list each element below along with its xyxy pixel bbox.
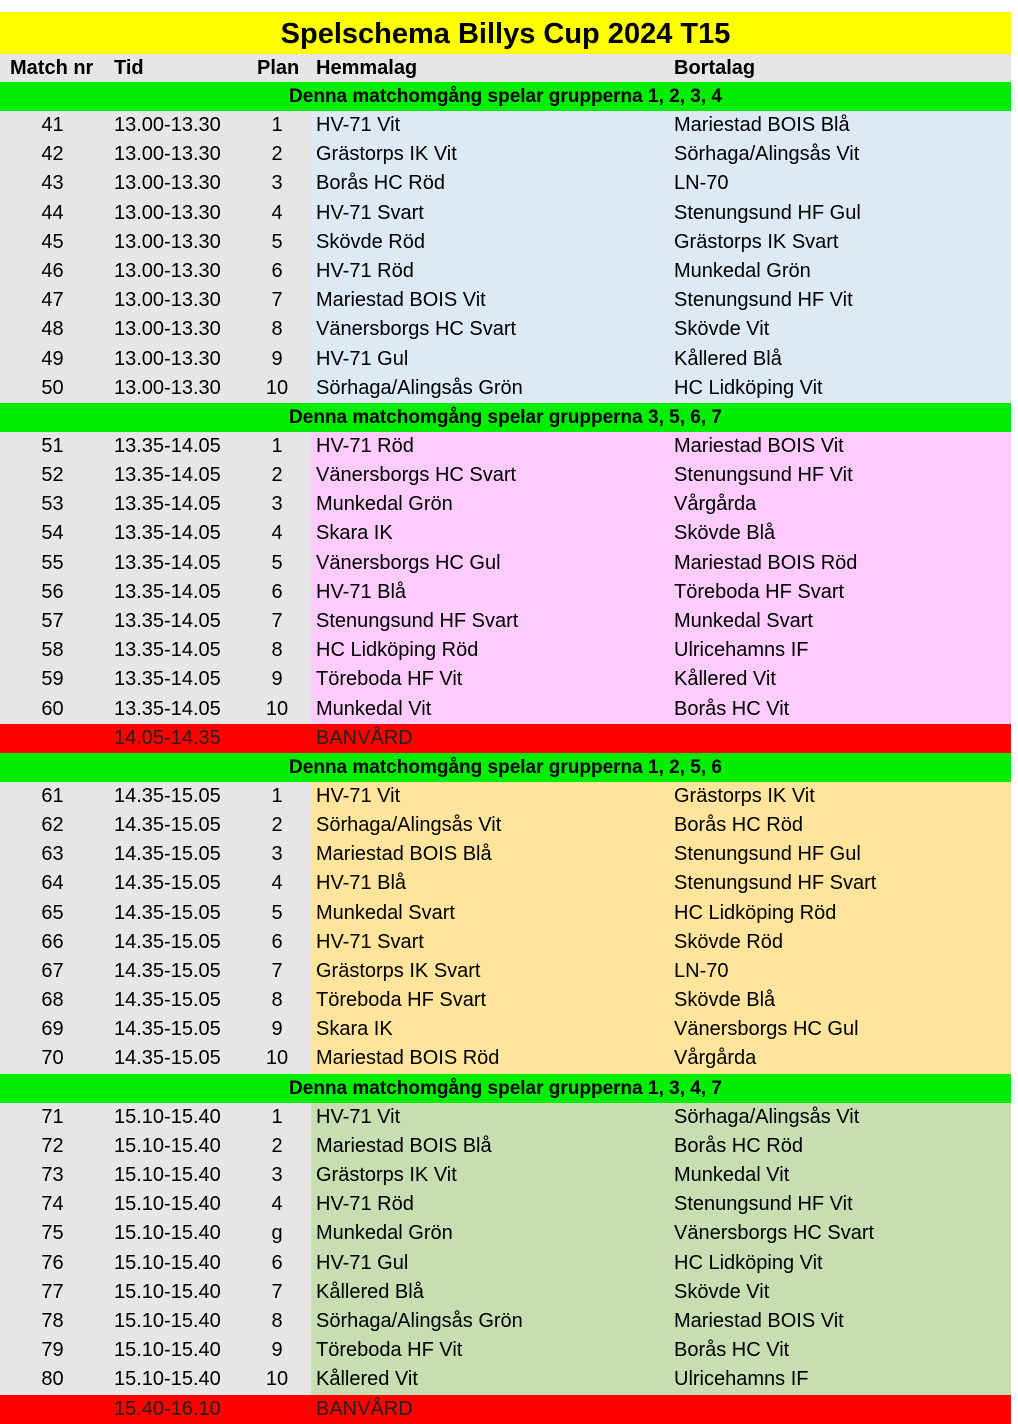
- plan-cell: 4: [271, 522, 283, 545]
- away-team-cell: Vårgårda: [674, 493, 757, 516]
- match-nr-cell: 52: [41, 464, 64, 487]
- home-team-cell: HC Lidköping Röd: [316, 639, 479, 662]
- home-team-cell: HV-71 Röd: [316, 259, 414, 282]
- away-team-cell: Borås HC Vit: [674, 697, 790, 720]
- plan-cell: 7: [271, 959, 283, 982]
- home-team-cell: Töreboda HF Vit: [316, 668, 463, 691]
- plan-cell: 7: [271, 610, 283, 632]
- page-title: Spelschema Billys Cup 2024 T15: [0, 12, 1011, 54]
- match-nr-cell: 78: [41, 1309, 64, 1332]
- away-team-cell: Grästorps IK Svart: [674, 230, 839, 253]
- home-team-cell: Vänersborgs HC Gul: [316, 551, 501, 574]
- home-team-cell: Mariestad BOIS Blå: [316, 1134, 492, 1157]
- plan-cell: 9: [271, 347, 283, 370]
- home-team-cell: Kållered Blå: [316, 1280, 424, 1303]
- match-nr-cell: 51: [41, 434, 64, 457]
- away-team-cell: Borås HC Röd: [674, 813, 803, 836]
- maintenance-label: BANVÅRD: [316, 726, 413, 749]
- table-row: [0, 1219, 1011, 1248]
- home-team-cell: Sörhaga/Alingsås Grön: [316, 1309, 523, 1332]
- away-team-cell: Skövde Röd: [674, 930, 783, 953]
- match-nr-cell: 41: [41, 114, 64, 136]
- match-nr-cell: 53: [41, 493, 64, 516]
- match-nr-cell: 71: [41, 1105, 64, 1128]
- table-row: [0, 1365, 1011, 1394]
- time-cell: 13.00-13.30: [114, 172, 221, 195]
- plan-cell: 10: [265, 697, 289, 720]
- table-row: [0, 1307, 1011, 1336]
- header-match-nr: Match nr: [10, 57, 94, 79]
- away-team-cell: Stenungsund HF Gul: [674, 843, 861, 866]
- away-team-cell: HC Lidköping Vit: [674, 376, 823, 399]
- table-row: [0, 928, 1011, 957]
- away-team-cell: Stenungsund HF Svart: [674, 872, 877, 895]
- time-cell: 15.10-15.40: [114, 1251, 221, 1274]
- plan-cell: 6: [271, 930, 283, 953]
- table-row: [0, 169, 1011, 198]
- home-team-cell: Grästorps IK Svart: [316, 959, 481, 982]
- match-nr-cell: 60: [41, 697, 64, 720]
- time-cell: 13.35-14.05: [114, 668, 221, 691]
- table-row: [0, 665, 1011, 694]
- home-team-cell: HV-71 Röd: [316, 1193, 414, 1216]
- time-cell: 13.35-14.05: [114, 639, 221, 662]
- time-cell: 14.35-15.05: [114, 872, 221, 895]
- plan-cell: 7: [271, 1280, 283, 1303]
- match-nr-cell: 70: [41, 1047, 64, 1070]
- time-cell: 15.10-15.40: [114, 1134, 221, 1157]
- plan-cell: 2: [271, 1134, 283, 1157]
- table-row: [0, 140, 1011, 169]
- time-cell: 15.10-15.40: [114, 1339, 221, 1362]
- match-nr-cell: 43: [41, 172, 64, 195]
- time-cell: 15.10-15.40: [114, 1280, 221, 1303]
- time-cell: 13.00-13.30: [114, 114, 221, 136]
- match-nr-cell: 42: [41, 143, 64, 166]
- away-team-cell: Munkedal Vit: [674, 1164, 790, 1186]
- time-cell: 13.00-13.30: [114, 259, 221, 282]
- match-nr-cell: 72: [41, 1134, 64, 1157]
- time-cell: 15.10-15.40: [114, 1193, 221, 1216]
- away-team-cell: Vänersborgs HC Gul: [674, 1018, 859, 1041]
- match-nr-cell: 77: [41, 1280, 64, 1303]
- table-header: [0, 54, 1011, 82]
- match-nr-cell: 49: [41, 347, 64, 370]
- time-cell: 15.10-15.40: [114, 1105, 221, 1128]
- plan-cell: 1: [271, 114, 283, 136]
- table-row: [0, 490, 1011, 519]
- plan-cell: 8: [271, 1309, 283, 1332]
- group-heading: Denna matchomgång spelar grupperna 3, 5, 6, 7: [0, 403, 1011, 432]
- plan-cell: 2: [271, 464, 283, 487]
- home-team-cell: Grästorps IK Vit: [316, 143, 457, 166]
- maintenance-label: BANVÅRD: [316, 1397, 413, 1420]
- plan-cell: 8: [271, 318, 283, 341]
- plan-cell: 6: [271, 580, 283, 603]
- away-team-cell: Töreboda HF Svart: [674, 580, 845, 603]
- away-team-cell: Vårgårda: [674, 1047, 757, 1070]
- time-cell: 15.10-15.40: [114, 1368, 221, 1391]
- header-bortalag: Bortalag: [674, 57, 756, 79]
- maintenance-time: 15.40-16.10: [114, 1397, 221, 1420]
- match-nr-cell: 48: [41, 318, 64, 341]
- away-team-cell: Mariestad BOIS Blå: [674, 114, 850, 136]
- home-team-cell: Skara IK: [316, 522, 393, 545]
- time-cell: 13.00-13.30: [114, 201, 221, 224]
- home-team-cell: HV-71 Röd: [316, 434, 414, 457]
- match-nr-cell: 59: [41, 668, 64, 691]
- table-row: [0, 111, 1011, 140]
- time-cell: 13.35-14.05: [114, 697, 221, 720]
- home-team-cell: Munkedal Grön: [316, 493, 453, 516]
- away-team-cell: Ulricehamns IF: [674, 639, 809, 662]
- match-nr-cell: 61: [41, 784, 64, 807]
- away-team-cell: Borås HC Röd: [674, 1134, 803, 1157]
- time-cell: 14.35-15.05: [114, 813, 221, 836]
- table-row: [0, 1336, 1011, 1365]
- home-team-cell: Sörhaga/Alingsås Grön: [316, 376, 523, 399]
- match-nr-cell: 45: [41, 230, 64, 253]
- away-team-cell: Mariestad BOIS Vit: [674, 434, 844, 457]
- plan-cell: 5: [271, 551, 283, 574]
- home-team-cell: HV-71 Svart: [316, 930, 424, 953]
- away-team-cell: Mariestad BOIS Vit: [674, 1309, 844, 1332]
- table-row: [0, 1190, 1011, 1219]
- plan-cell: 1: [271, 1105, 283, 1128]
- away-team-cell: Stenungsund HF Gul: [674, 201, 861, 224]
- match-block: [0, 782, 1011, 1074]
- home-team-cell: Mariestad BOIS Blå: [316, 843, 492, 866]
- match-nr-cell: 54: [41, 522, 64, 545]
- plan-cell: 10: [265, 1368, 289, 1391]
- home-team-cell: Skara IK: [316, 1018, 393, 1041]
- home-team-cell: Munkedal Vit: [316, 697, 432, 720]
- plan-cell: 4: [271, 201, 283, 224]
- match-nr-cell: 65: [41, 901, 64, 924]
- match-nr-cell: 57: [41, 610, 64, 632]
- match-nr-cell: 44: [41, 201, 64, 224]
- header-plan: Plan: [257, 57, 300, 79]
- home-team-cell: HV-71 Svart: [316, 201, 424, 224]
- time-cell: 15.10-15.40: [114, 1222, 221, 1245]
- time-cell: 14.35-15.05: [114, 930, 221, 953]
- home-team-cell: Munkedal Grön: [316, 1222, 453, 1245]
- table-row: [0, 374, 1011, 403]
- table-row: [0, 315, 1011, 344]
- away-team-cell: Skövde Vit: [674, 1280, 770, 1303]
- away-team-cell: Munkedal Svart: [674, 610, 813, 632]
- plan-cell: 1: [271, 784, 283, 807]
- maintenance-time: 14.05-14.35: [114, 726, 221, 749]
- home-team-cell: Grästorps IK Vit: [316, 1164, 457, 1186]
- table-row: [0, 811, 1011, 840]
- time-cell: 14.35-15.05: [114, 1047, 221, 1070]
- table-row: [0, 578, 1011, 607]
- away-team-cell: Sörhaga/Alingsås Vit: [674, 1105, 860, 1128]
- plan-cell: 7: [271, 289, 283, 312]
- away-team-cell: HC Lidköping Vit: [674, 1251, 823, 1274]
- table-row: [0, 636, 1011, 665]
- table-row: [0, 1249, 1011, 1278]
- home-team-cell: HV-71 Gul: [316, 347, 409, 370]
- home-team-cell: Mariestad BOIS Röd: [316, 1047, 500, 1070]
- table-row: [0, 519, 1011, 548]
- table-row: [0, 869, 1011, 898]
- table-row: [0, 1161, 1011, 1190]
- header-tid: Tid: [114, 57, 144, 79]
- plan-cell: 5: [271, 230, 283, 253]
- home-team-cell: HV-71 Blå: [316, 872, 407, 895]
- home-team-cell: Vänersborgs HC Svart: [316, 464, 517, 487]
- match-nr-cell: 66: [41, 930, 64, 953]
- match-nr-cell: 74: [41, 1193, 64, 1216]
- time-cell: 13.00-13.30: [114, 318, 221, 341]
- home-team-cell: Sörhaga/Alingsås Vit: [316, 813, 502, 836]
- group-heading: Denna matchomgång spelar grupperna 1, 3, 4, 7: [0, 1074, 1011, 1103]
- match-nr-cell: 79: [41, 1339, 64, 1362]
- away-team-cell: Skövde Vit: [674, 318, 770, 341]
- away-team-cell: Stenungsund HF Vit: [674, 464, 853, 487]
- table-row: [0, 899, 1011, 928]
- away-team-cell: Stenungsund HF Vit: [674, 289, 853, 312]
- match-nr-cell: 46: [41, 259, 64, 282]
- match-nr-cell: 55: [41, 551, 64, 574]
- table-row: [0, 345, 1011, 374]
- home-team-cell: Vänersborgs HC Svart: [316, 318, 517, 341]
- table-row: [0, 840, 1011, 869]
- time-cell: 13.35-14.05: [114, 522, 221, 545]
- home-team-cell: Skövde Röd: [316, 230, 425, 253]
- plan-cell: 5: [271, 901, 283, 924]
- table-row: [0, 228, 1011, 257]
- table-row: [0, 199, 1011, 228]
- time-cell: 15.10-15.40: [114, 1164, 221, 1186]
- match-nr-cell: 47: [41, 289, 64, 312]
- table-row: [0, 1103, 1011, 1132]
- time-cell: 14.35-15.05: [114, 989, 221, 1012]
- match-nr-cell: 62: [41, 813, 64, 836]
- home-team-cell: Kållered Vit: [316, 1368, 418, 1391]
- plan-cell: 2: [271, 813, 283, 836]
- plan-cell: 9: [271, 1018, 283, 1041]
- plan-cell: 2: [271, 143, 283, 166]
- plan-cell: 8: [271, 989, 283, 1012]
- time-cell: 13.35-14.05: [114, 434, 221, 457]
- home-team-cell: Töreboda HF Svart: [316, 989, 487, 1012]
- time-cell: 13.35-14.05: [114, 464, 221, 487]
- plan-cell: 4: [271, 1193, 283, 1216]
- plan-cell: 6: [271, 259, 283, 282]
- match-nr-cell: 64: [41, 872, 64, 895]
- match-nr-cell: 75: [41, 1222, 64, 1245]
- plan-cell: 6: [271, 1251, 283, 1274]
- match-nr-cell: 56: [41, 580, 64, 603]
- time-cell: 13.35-14.05: [114, 551, 221, 574]
- away-team-cell: Skövde Blå: [674, 522, 776, 545]
- plan-cell: 1: [271, 434, 283, 457]
- table-row: [0, 461, 1011, 490]
- plan-cell: g: [271, 1222, 283, 1245]
- table-row: [0, 257, 1011, 286]
- plan-cell: 10: [265, 1047, 289, 1070]
- time-cell: 13.35-14.05: [114, 580, 221, 603]
- match-block: [0, 1103, 1011, 1395]
- time-cell: 13.00-13.30: [114, 289, 221, 312]
- match-nr-cell: 73: [41, 1164, 64, 1186]
- group-heading: Denna matchomgång spelar grupperna 1, 2, 3, 4: [0, 82, 1011, 111]
- time-cell: 14.35-15.05: [114, 901, 221, 924]
- away-team-cell: Stenungsund HF Vit: [674, 1193, 853, 1216]
- match-nr-cell: 80: [41, 1368, 64, 1391]
- time-cell: 13.00-13.30: [114, 347, 221, 370]
- time-cell: 14.35-15.05: [114, 843, 221, 866]
- plan-cell: 3: [271, 172, 283, 195]
- table-row: [0, 549, 1011, 578]
- schedule-sheet: [0, 12, 1011, 1424]
- match-nr-cell: 67: [41, 959, 64, 982]
- table-row: [0, 286, 1011, 315]
- table-row: [0, 782, 1011, 811]
- match-block: [0, 111, 1011, 403]
- time-cell: 13.00-13.30: [114, 143, 221, 166]
- home-team-cell: HV-71 Vit: [316, 1105, 401, 1128]
- away-team-cell: Borås HC Vit: [674, 1339, 790, 1362]
- table-row: [0, 957, 1011, 986]
- maintenance-row: [0, 1395, 1011, 1424]
- plan-cell: 3: [271, 843, 283, 866]
- plan-cell: 8: [271, 639, 283, 662]
- away-team-cell: Vänersborgs HC Svart: [674, 1222, 875, 1245]
- match-groups: [0, 82, 1011, 1424]
- home-team-cell: Stenungsund HF Svart: [316, 610, 519, 632]
- table-row: [0, 1132, 1011, 1161]
- table-row: [0, 1044, 1011, 1073]
- away-team-cell: Ulricehamns IF: [674, 1368, 809, 1391]
- table-row: [0, 986, 1011, 1015]
- away-team-cell: Skövde Blå: [674, 989, 776, 1012]
- away-team-cell: Kållered Blå: [674, 347, 782, 370]
- away-team-cell: LN-70: [674, 172, 729, 195]
- away-team-cell: Sörhaga/Alingsås Vit: [674, 143, 860, 166]
- table-row: [0, 1015, 1011, 1044]
- home-team-cell: HV-71 Vit: [316, 114, 401, 136]
- time-cell: 14.35-15.05: [114, 784, 221, 807]
- time-cell: 14.35-15.05: [114, 1018, 221, 1041]
- table-row: [0, 695, 1011, 724]
- plan-cell: 10: [265, 376, 289, 399]
- time-cell: 14.35-15.05: [114, 959, 221, 982]
- home-team-cell: Borås HC Röd: [316, 172, 445, 195]
- time-cell: 13.35-14.05: [114, 610, 221, 632]
- group-heading: Denna matchomgång spelar grupperna 1, 2, 5, 6: [0, 753, 1011, 782]
- plan-cell: 3: [271, 493, 283, 516]
- match-nr-cell: 63: [41, 843, 64, 866]
- away-team-cell: LN-70: [674, 959, 729, 982]
- maintenance-row: [0, 724, 1011, 753]
- plan-cell: 9: [271, 668, 283, 691]
- time-cell: 13.00-13.30: [114, 376, 221, 399]
- time-cell: 13.35-14.05: [114, 493, 221, 516]
- away-team-cell: Mariestad BOIS Röd: [674, 551, 858, 574]
- match-nr-cell: 58: [41, 639, 64, 662]
- table-row: [0, 1278, 1011, 1307]
- table-row: [0, 607, 1011, 636]
- table-row: [0, 432, 1011, 461]
- time-cell: 13.00-13.30: [114, 230, 221, 253]
- home-team-cell: HV-71 Blå: [316, 580, 407, 603]
- match-block: [0, 432, 1011, 724]
- match-nr-cell: 69: [41, 1018, 64, 1041]
- plan-cell: 9: [271, 1339, 283, 1362]
- plan-cell: 3: [271, 1164, 283, 1186]
- home-team-cell: HV-71 Vit: [316, 784, 401, 807]
- header-hemmalag: Hemmalag: [316, 57, 418, 79]
- time-cell: 15.10-15.40: [114, 1309, 221, 1332]
- away-team-cell: HC Lidköping Röd: [674, 901, 837, 924]
- plan-cell: 4: [271, 872, 283, 895]
- match-nr-cell: 76: [41, 1251, 64, 1274]
- away-team-cell: Kållered Vit: [674, 668, 776, 691]
- match-nr-cell: 68: [41, 989, 64, 1012]
- away-team-cell: Munkedal Grön: [674, 259, 811, 282]
- home-team-cell: Munkedal Svart: [316, 901, 455, 924]
- away-team-cell: Grästorps IK Vit: [674, 784, 815, 807]
- home-team-cell: Töreboda HF Vit: [316, 1339, 463, 1362]
- home-team-cell: HV-71 Gul: [316, 1251, 409, 1274]
- home-team-cell: Mariestad BOIS Vit: [316, 289, 486, 312]
- match-nr-cell: 50: [41, 376, 64, 399]
